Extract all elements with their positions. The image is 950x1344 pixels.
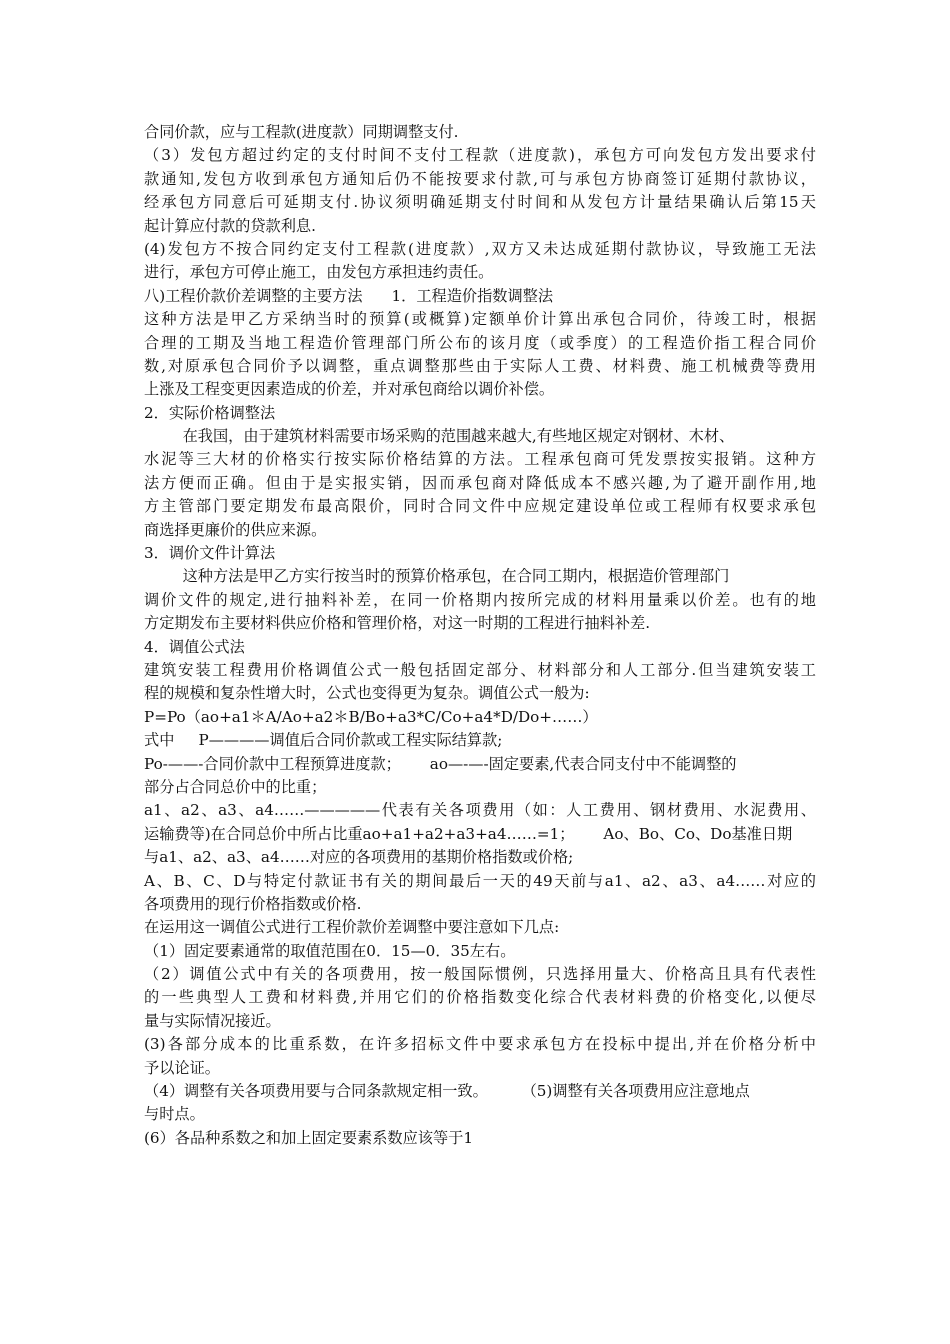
text-line: 起计算应付款的贷款利息.: [144, 216, 316, 235]
text-line: 商选择更廉价的供应来源。: [144, 520, 327, 539]
section-heading: 八)工程价款价差调整的主要方法 1．工程造价指数调整法: [144, 286, 554, 305]
text-line: (4)发包方不按合同约定支付工程款(进度款）,双方又未达成延期付款协议，导致施工无法: [144, 239, 816, 258]
text-line: Po-——-合同价款中工程预算进度款； ao—-—-固定要素,代表合同支付中不能调整的: [144, 754, 737, 773]
text-line: 方定期发布主要材料供应价格和管理价格，对这一时期的工程进行抽料补差.: [144, 614, 651, 633]
subsection-heading: 2．实际价格调整法: [144, 403, 276, 422]
text-line: 款通知,发包方收到承包方通知后仍不能按要求付款,可与承包方协商签订延期付款协议，: [144, 169, 816, 188]
text-line: 这种方法是甲乙方采纳当时的预算(或概算)定额单价计算出承包合同价，待竣工时，根据: [144, 310, 816, 329]
text-line: 各项费用的现行价格指数或价格.: [144, 894, 362, 913]
formula-line: P=Po（ao+a1＊A/Ao+a2＊B/Bo+a3*C/Co+a4*D/Do+……）: [144, 707, 598, 726]
text-line: 合理的工期及当地工程造价管理部门所公布的该月度（或季度）的工程造价指工程合同价: [144, 333, 816, 352]
text-line: 予以论证。: [144, 1058, 220, 1077]
text-line: 与时点。: [144, 1105, 205, 1124]
text-line: 的一些典型人工费和材料费,并用它们的价格指数变化综合代表材料费的价格变化,以便尽: [144, 988, 816, 1007]
text-line: A、B、C、D与特定付款证书有关的期间最后一天的49天前与a1、a2、a3、a4……对应的: [144, 871, 816, 890]
text-line: 在我国，由于建筑材料需要市场采购的范围越来越大,有些地区规定对钢材、木材、: [144, 427, 735, 446]
text-line: 数,对原承包合同价予以调整，重点调整那些由于实际人工费、材料费、施工机械费等费用: [144, 356, 816, 375]
subsection-heading: 4．调值公式法: [144, 637, 245, 656]
text-line: a1、a2、a3、a4……—————代表有关各项费用（如：人工费用、钢材费用、水泥费用、: [144, 801, 816, 820]
text-line: 经承包方同意后可延期支付.协议须明确延期支付时间和从发包方计量结果确认后第15天: [144, 193, 816, 212]
text-line: 建筑安装工程费用价格调值公式一般包括固定部分、材料部分和人工部分.但当建筑安装工: [144, 660, 816, 679]
list-item: (3)各部分成本的比重系数，在许多招标文件中要求承包方在投标中提出,并在价格分析中: [144, 1035, 816, 1054]
text-line: 进行，承包方可停止施工，由发包方承担违约责任。: [144, 263, 494, 282]
text-line: （3）发包方超过约定的支付时间不支付工程款（进度款)，承包方可向发包方发出要求付: [144, 146, 816, 165]
text-line: 运输费等)在合同总价中所占比重ao+a1+a2+a3+a4……=1； Ao、Bo、Co、Do基准日期: [144, 824, 793, 843]
subsection-heading: 3．调价文件计算法: [144, 544, 276, 563]
text-line: 这种方法是甲乙方实行按当时的预算价格承包，在合同工期内，根据造价管理部门: [144, 567, 730, 586]
text-line: 调价文件的规定,进行抽料补差，在同一价格期内按所完成的材料用量乘以价差。也有的地: [144, 590, 816, 609]
text-line: 部分占合同总价中的比重；: [144, 777, 327, 796]
text-line: 在运用这一调值公式进行工程价款价差调整中要注意如下几点:: [144, 918, 560, 937]
list-item: （2）调值公式中有关的各项费用，按一般国际惯例，只选择用量大、价格高且具有代表性: [144, 965, 816, 984]
text-line: 式中 P————调值后合同价款或工程实际结算款;: [144, 731, 503, 750]
list-item: (6）各品种系数之和加上固定要素系数应该等于1: [144, 1128, 474, 1147]
text-line: 方主管部门要定期发布最高限价，同时合同文件中应规定建设单位或工程师有权要求承包: [144, 497, 816, 516]
text-line: 程的规模和复杂性增大时，公式也变得更为复杂。调值公式一般为:: [144, 684, 590, 703]
text-line: 水泥等三大材的价格实行按实际价格结算的方法。工程承包商可凭发票按实报销。这种方: [144, 450, 816, 469]
document-page: [144, 121, 816, 1150]
text-line: 与a1、a2、a3、a4……对应的各项费用的基期价格指数或价格;: [144, 848, 574, 867]
list-item: （4）调整有关各项费用要与合同条款规定相一致。 （5)调整有关各项费用应注意地点: [144, 1082, 750, 1101]
text-line: 量与实际情况接近。: [144, 1011, 281, 1030]
text-line: 上涨及工程变更因素造成的价差，并对承包商给以调价补偿。: [144, 380, 555, 399]
text-line: 法方便而正确。但由于是实报实销，因而承包商对降低成本不感兴趣,为了避开副作用,地: [144, 473, 816, 492]
text-line: 合同价款，应与工程款(进度款）同期调整支付.: [144, 123, 459, 141]
list-item: （1）固定要素通常的取值范围在0．15—0．35左右。: [144, 941, 516, 960]
